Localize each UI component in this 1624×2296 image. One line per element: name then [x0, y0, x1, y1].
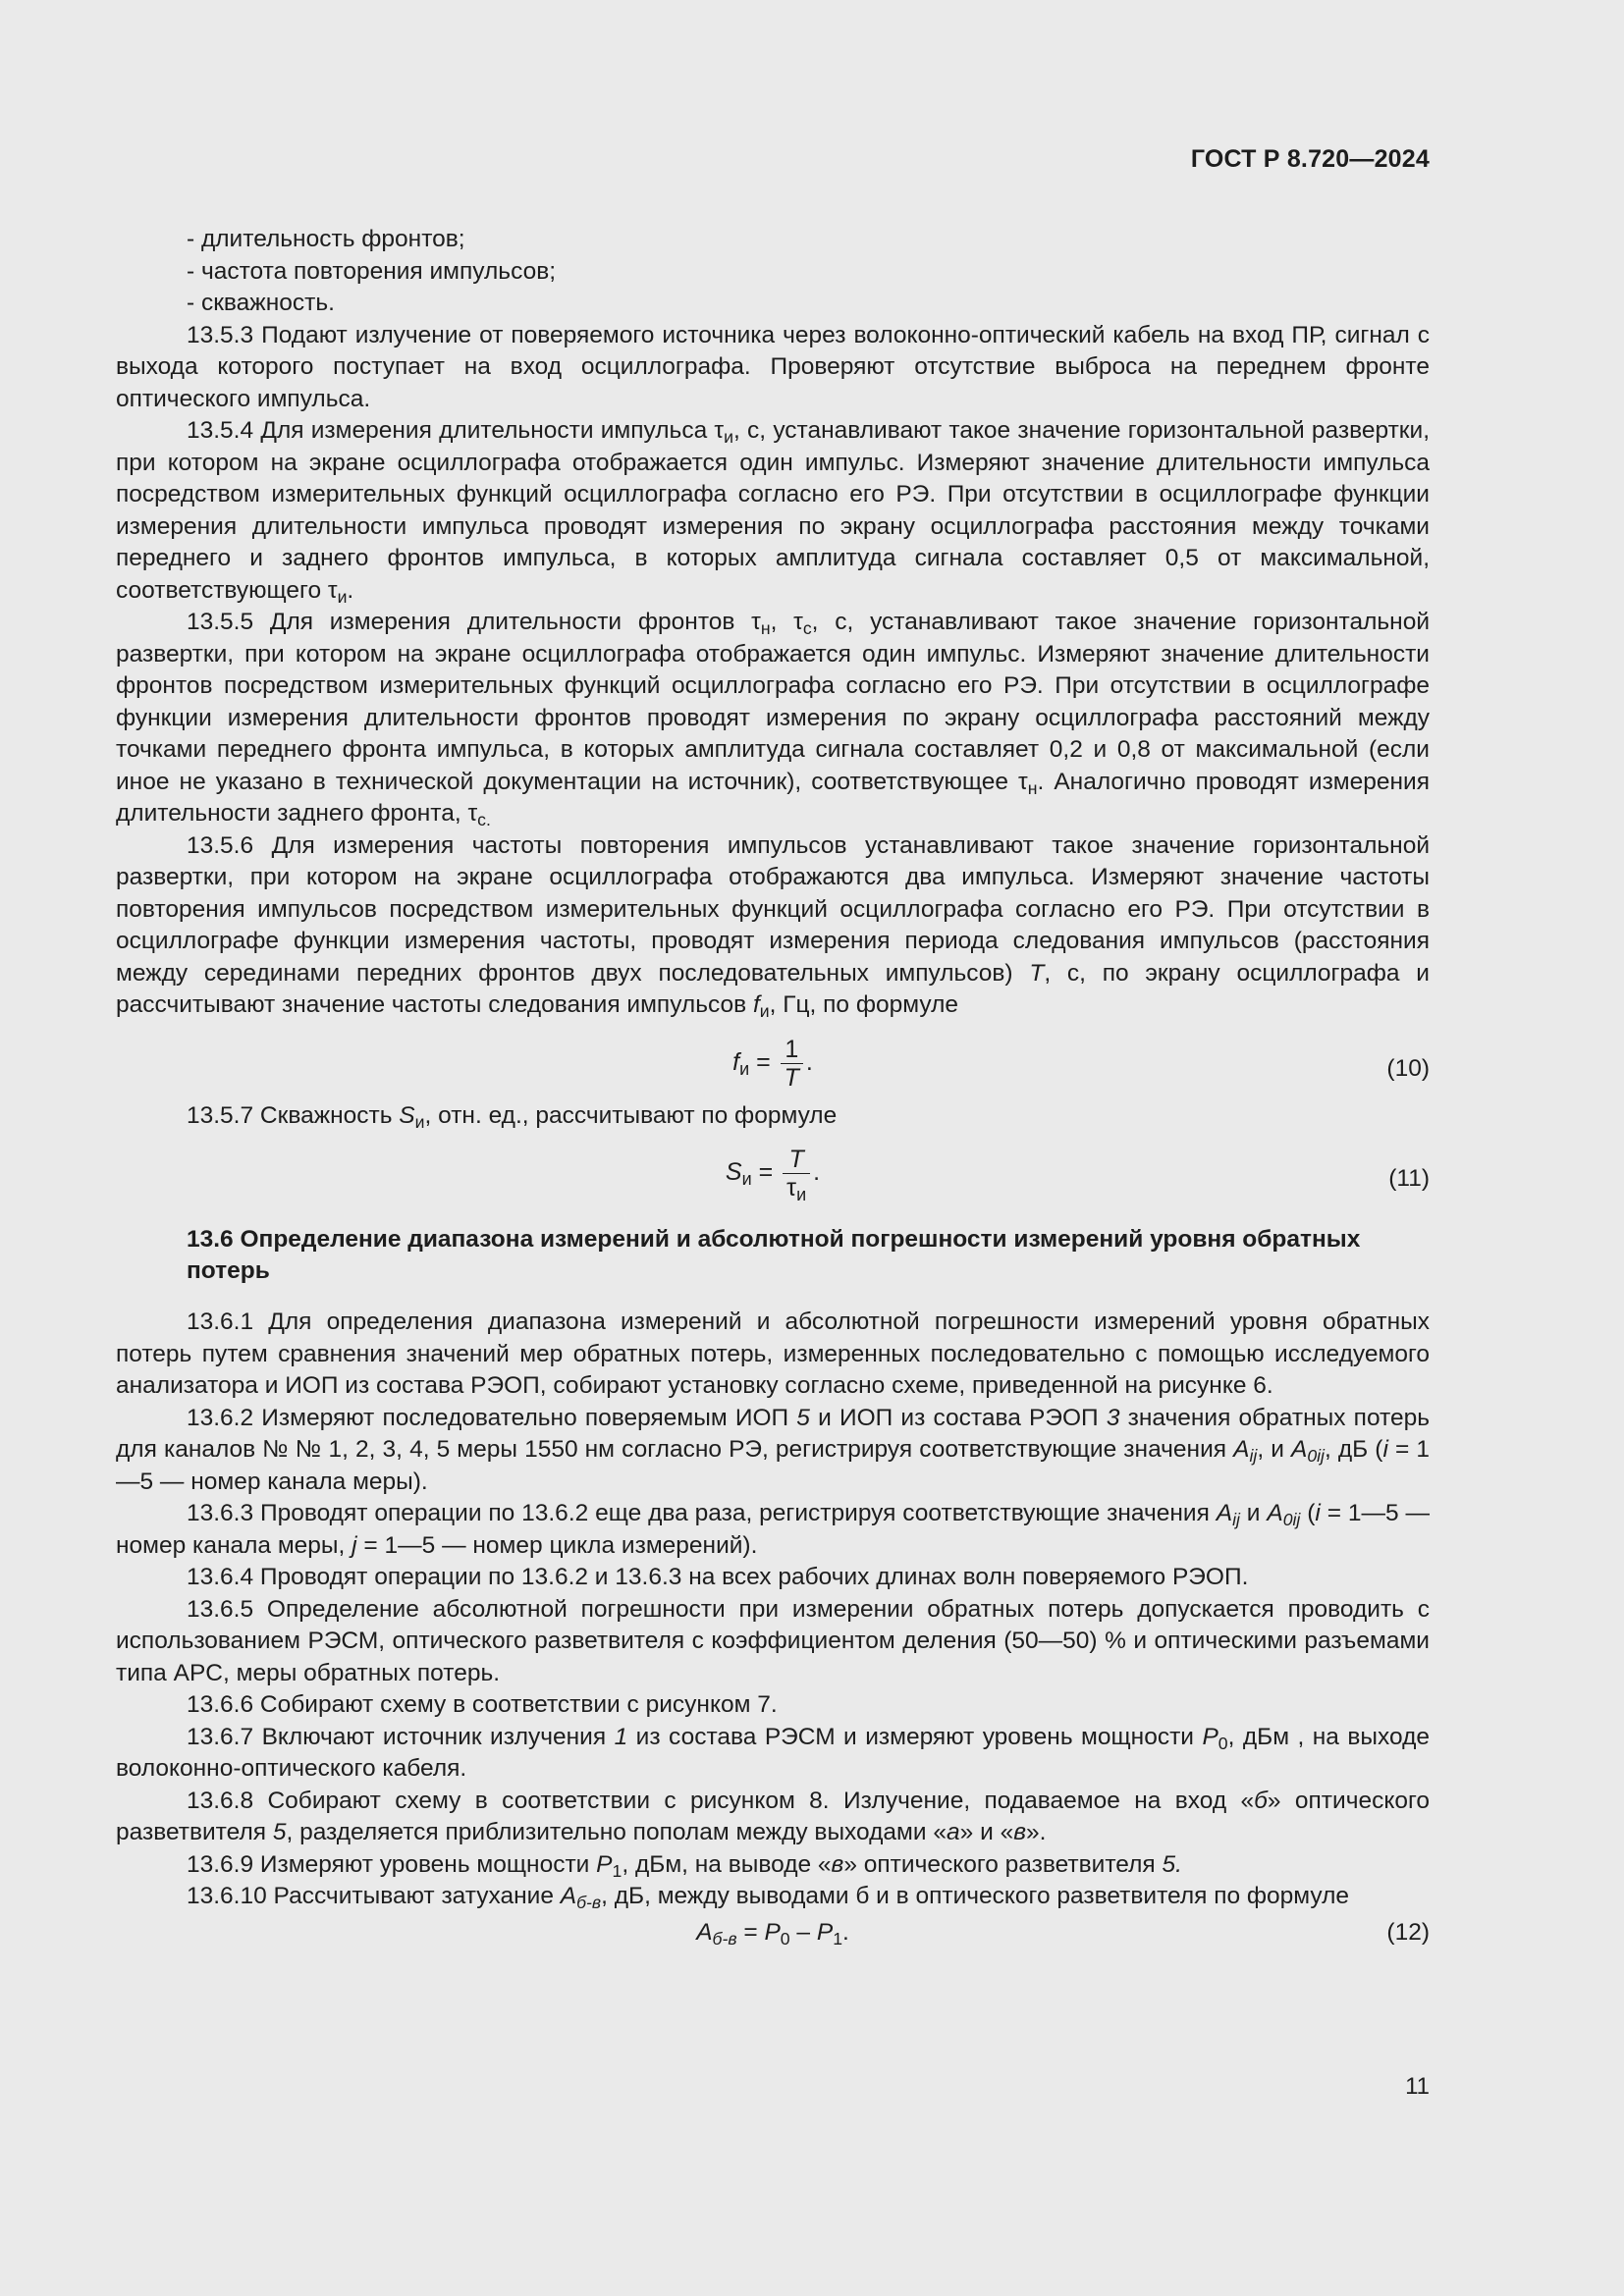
formula-11: $S_и$ = $\frac{T}{\tau_и}$ . (11) — [725, 1146, 1430, 1204]
paragraph-13-6-6: 13.6.6 Собирают схему в соответствии с рисунком 7. — [187, 1691, 778, 1718]
formula-number: (10) — [1386, 1054, 1430, 1082]
paragraph-13-6-4: 13.6.4 Проводят операции по 13.6.2 и 13.6.3 на всех рабочих длинах волн поверяемого РЭОП. — [187, 1564, 1249, 1590]
formula-10: $f_и$ = $\frac{1}{T}$ . (10) — [732, 1035, 1430, 1092]
paragraph-13-5-3: 13.5.3 Подают излучение от поверяемого источника через волоконно-оптический кабель на вход ПР, сигнал с выхода которого поступает на вход осциллографа. Проверяют отсутствие выброса на переднем фронте оптического импульса. — [116, 321, 1430, 412]
paragraph-13-5-7: 13.5.7 Скважность $S_и$, отн. ед., рассчитывают по формуле — [187, 1101, 838, 1132]
fraction: $\frac{1}{T}$ — [781, 1036, 803, 1092]
paragraph-13-6-9: 13.6.9 Измеряют уровень мощности $P_1$, дБм, на выводе «в» оптического разветвителя 5. — [187, 1850, 1182, 1881]
paragraph-13-6-2: 13.6.2 Измеряют последовательно поверяемым ИОП 5 и ИОП из состава РЭОП 3 значения обратных потерь для каналов № № 1, 2, 3, 4, 5 меры 1550 нм согласно РЭ, регистрируя соответствующие значения $A_{ij}$, и $A_{0ij}$, дБ (i = 1—5 — номер канала меры). — [116, 1404, 1430, 1495]
paragraph-13-6-8: 13.6.8 Собирают схему в соответствии с рисунком 8. Излучение, подаваемое на вход «б» оптического разветвителя 5, разделяется приблизительно пополам между выходами «а» и «в». — [116, 1787, 1431, 1845]
paragraph-13-5-6: 13.5.6 Для измерения частоты повторения импульсов устанавливают такое значение горизонтальной развертки, при котором на экране осциллографа отображаются два импульса. Измеряют значение частоты повторения импульсов посредством измерительных функций осциллографа согласно его РЭ. При отсутствии в осциллографе функции измерения частоты, проводят измерения периода следования импульсов (расстояния между серединами передних фронтов двух последовательных импульсов) T, с, по экрану осциллографа и рассчитывают значение частоты следования импульсов $f_и$, Гц, по формуле — [116, 831, 1430, 1021]
list-item: - скважность. — [187, 290, 335, 316]
formula-12: $A_{б-в} = P_0 - P_1$. (12) — [696, 1918, 1430, 1949]
section-heading-13-6: 13.6 Определение диапазона измерений и абсолютной погрешности измерений уровня обратных потерь — [187, 1226, 1361, 1284]
document-id-header: ГОСТ Р 8.720—2024 — [1190, 145, 1430, 173]
list-item: - длительность фронтов; — [187, 226, 465, 252]
formula-number: (11) — [1388, 1165, 1430, 1192]
paragraph-13-5-4: 13.5.4 Для измерения длительности импульса $\tau_и$, с, устанавливают такое значение горизонтальной развертки, при котором на экране осциллографа отображается один импульс. Измеряют значение длительности импульса посредством измерительных функций осциллографа согласно его РЭ. При отсутствии в осциллографе функции измерения длительности импульса проводят измерения по экрану осциллографа расстояния между точками переднего и заднего фронтов импульса, в которых амплитуда сигнала составляет 0,5 от максимальной, соответствующего $\tau_и$. — [116, 417, 1430, 607]
formula-number: (12) — [1386, 1918, 1430, 1946]
paragraph-13-5-5: 13.5.5 Для измерения длительности фронтов $\tau_н$, $\tau_с$, с, устанавливают такое значение горизонтальной развертки, при котором на экране осциллографа отображается один импульс. Измеряют значение длительности фронтов посредством измерительных функций осциллографа согласно его РЭ. При отсутствии в осциллографе функции измерения длительности фронтов проводят измерения по экрану осциллографа расстояний между точками переднего фронта импульса, в которых амплитуда сигнала составляет 0,2 и 0,8 от максимальной (если иное не указано в технической документации на источник), соответствующее $\tau_н$. Аналогично проводят измерения длительности заднего фронта, $\tau_{с.}$ — [116, 609, 1431, 829]
fraction: $\frac{T}{\tau_и}$ — [783, 1146, 810, 1201]
paragraph-13-6-10: 13.6.10 Рассчитывают затухание $A_{б-в}$, дБ, между выводами б и в оптического разветвителя по формуле — [187, 1883, 1350, 1912]
page-number: 11 — [1405, 2073, 1430, 2100]
paragraph-13-6-1: 13.6.1 Для определения диапазона измерений и абсолютной погрешности измерений уровня обратных потерь путем сравнения значений мер обратных потерь, измеренных последовательно с помощью исследуемого анализатора и ИОП из состава РЭОП, собирают установку согласно схеме, приведенной на рисунке 6. — [116, 1308, 1430, 1399]
list-item: - частота повторения импульсов; — [187, 257, 557, 285]
page-content — [116, 224, 1430, 1952]
paragraph-13-6-5: 13.6.5 Определение абсолютной погрешности при измерении обратных потерь допускается проводить с использованием РЭСМ, оптического разветвителя с коэффициентом деления (50—50) % и оптическими разъемами типа APC, меры обратных потерь. — [116, 1595, 1430, 1686]
paragraph-13-6-7: 13.6.7 Включают источник излучения 1 из состава РЭСМ и измеряют уровень мощности $P_0$, дБм , на выходе волоконно-оптического кабеля. — [116, 1723, 1430, 1782]
paragraph-13-6-3: 13.6.3 Проводят операции по 13.6.2 еще два раза, регистрируя соответствующие значения $A_{ij}$ и $A_{0ij}$ (i = 1—5 — номер канала меры, j = 1—5 — номер цикла измерений). — [116, 1500, 1430, 1559]
